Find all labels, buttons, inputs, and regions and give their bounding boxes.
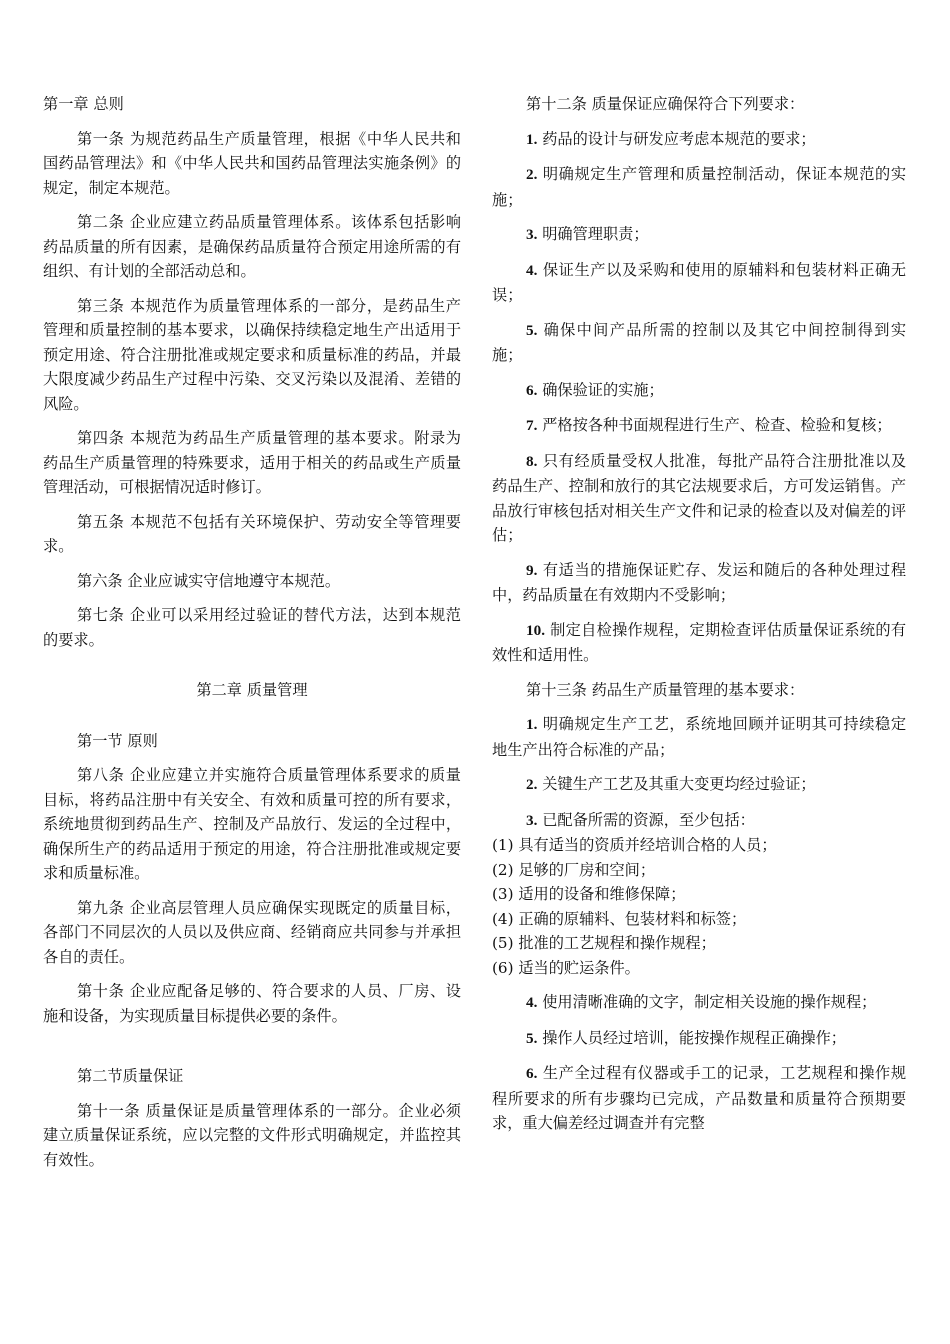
list-item [492,1026,906,1052]
chapter-1-title: 第一章 总则 [43,95,124,113]
list-item [492,558,906,608]
section-2-title: 第二节质量保证 [77,1067,184,1085]
list-item [492,1061,906,1136]
item-text: 关键生产工艺及其重大变更均经过验证； [542,775,816,793]
item-number: 4. [526,261,538,279]
article-1: 第一条 为规范药品生产质量管理，根据《中华人民共和国药品管理法》和《中华人民共和国药品管理法实施条例》的规定，制定本规范。 [43,129,461,197]
article-9: 第九条 企业高层管理人员应确保实现既定的质量目标，各部门不同层次的人员以及供应商、经销商应共同参与并承担各自的责任。 [43,898,461,966]
item-number: 9. [526,561,538,579]
item-text: 明确规定生产管理和质量控制活动，保证本规范的实施； [492,165,907,209]
item-text: 有适当的措施保证贮存、发运和随后的各种处理过程中，药品质量在有效期内不受影响； [492,560,907,604]
list-item [492,318,906,368]
article-13: 第十三条 药品生产质量管理的基本要求： [526,680,805,699]
item-text: 只有经质量受权人批准，每批产品符合注册批准以及药品生产、控制和放行的其它法规要求后，方可发运销售。产品放行审核包括对相关生产文件和记录的检查以及对偏差的评估； [492,451,907,544]
item-number: 3. [526,811,538,829]
sub-item: (5) 批准的工艺规程和操作规程； [492,934,716,952]
sub-item: (6) 适当的贮运条件。 [492,958,640,977]
item-number: 1. [526,716,538,733]
list-item [492,162,906,212]
item-text: 药品的设计与研发应考虑本规范的要求； [542,129,816,148]
item-text: 操作人员经过培训，能按操作规程正确操作； [542,1028,846,1047]
article-11: 第十一条 质量保证是质量管理体系的一部分。企业必须建立质量保证系统，应以完整的文件形式明确规定，并监控其有效性。 [43,1101,461,1169]
item-text: 明确规定生产工艺，系统地回顾并证明其可持续稳定地生产出符合标准的产品； [492,715,907,759]
item-text: 严格按各种书面规程进行生产、检查、检验和复核； [542,416,892,434]
item-number: 4. [526,994,538,1011]
item-text: 保证生产以及采购和使用的原辅料和包装材料正确无误； [492,260,907,304]
item-number: 2. [526,166,538,183]
list-item [492,808,906,834]
sub-item: (1) 具有适当的资质并经培训合格的人员； [492,836,777,854]
sub-item: (2) 足够的厂房和空间； [492,860,656,879]
item-text: 明确管理职责； [542,225,649,243]
item-text: 制定自检操作规程，定期检查评估质量保证系统的有效性和适用性。 [492,620,907,664]
list-item [492,127,906,153]
article-5: 第五条 本规范不包括有关环境保护、劳动安全等管理要求。 [43,512,461,555]
article-3: 第三条 本规范作为质量管理体系的一部分，是药品生产管理和质量控制的基本要求，以确保持续稳定地生产出适用于预定用途、符合注册批准或规定要求和质量标准的药品，并最大限度减少药品生产过程中污染、交叉污染以及混淆、差错的风险。 [43,296,461,413]
section-1-title: 第一节 原则 [77,731,158,750]
item-number: 7. [526,417,538,434]
article-4: 第四条 本规范为药品生产质量管理的基本要求。附录为药品生产质量管理的特殊要求，适用于相关的药品或生产质量管理活动，可根据情况适时修订。 [43,429,461,496]
item-number: 6. [526,381,538,399]
article-8: 第八条 企业应建立并实施符合质量管理体系要求的质量目标，将药品注册中有关安全、有效和质量可控的所有要求，系统地贯彻到药品生产、控制及产品放行、发运的全过程中，确保所生产的药品适用于预定的用途，符合注册批准或规定要求和质量标准。 [43,766,461,882]
article-12: 第十二条 质量保证应确保符合下列要求： [526,95,805,113]
item-number: 8. [526,452,538,470]
item-number: 5. [526,321,538,339]
article-13-list-a [492,712,906,833]
item-number: 5. [526,1029,538,1047]
article-13-list-b [492,990,906,1136]
item-number: 10. [526,621,545,639]
list-item [492,378,906,404]
list-item [492,222,906,248]
item-text: 确保验证的实施； [542,380,664,399]
list-item [492,449,906,548]
right-column [492,92,906,1136]
item-number: 6. [526,1065,538,1082]
list-item [492,618,906,668]
chapter-2-title: 第二章 质量管理 [196,681,308,699]
article-13-sublist [492,833,906,980]
list-item [492,990,906,1016]
sub-item: (3) 适用的设备和维修保障； [492,885,686,903]
item-text: 已配备所需的资源，至少包括： [542,810,755,829]
sub-item: (4) 正确的原辅料、包装材料和标签； [492,909,747,928]
list-item [492,712,906,762]
item-number: 3. [526,226,538,243]
item-text: 使用清晰准确的文字，制定相关设施的操作规程； [542,993,877,1011]
left-column [43,92,461,1172]
list-item [492,772,906,798]
item-number: 2. [526,776,538,793]
list-item [492,258,906,308]
article-10: 第十条 企业应配备足够的、符合要求的人员、厂房、设施和设备，为实现质量目标提供必要的条件。 [43,982,461,1025]
item-text: 确保中间产品所需的控制以及其它中间控制得到实施； [492,320,907,364]
list-item [492,413,906,439]
article-7: 第七条 企业可以采用经过验证的替代方法，达到本规范的要求。 [43,606,461,649]
article-2: 第二条 企业应建立药品质量管理体系。该体系包括影响药品质量的所有因素，是确保药品质量符合预定用途所需的有组织、有计划的全部活动总和。 [43,213,461,280]
article-12-list [492,127,906,668]
article-6: 第六条 企业应诚实守信地遵守本规范。 [77,571,341,590]
item-text: 生产全过程有仪器或手工的记录，工艺规程和操作规程所要求的所有步骤均已完成，产品数量和质量符合预期要求，重大偏差经过调查并有完整 [492,1064,907,1132]
item-number: 1. [526,130,538,148]
